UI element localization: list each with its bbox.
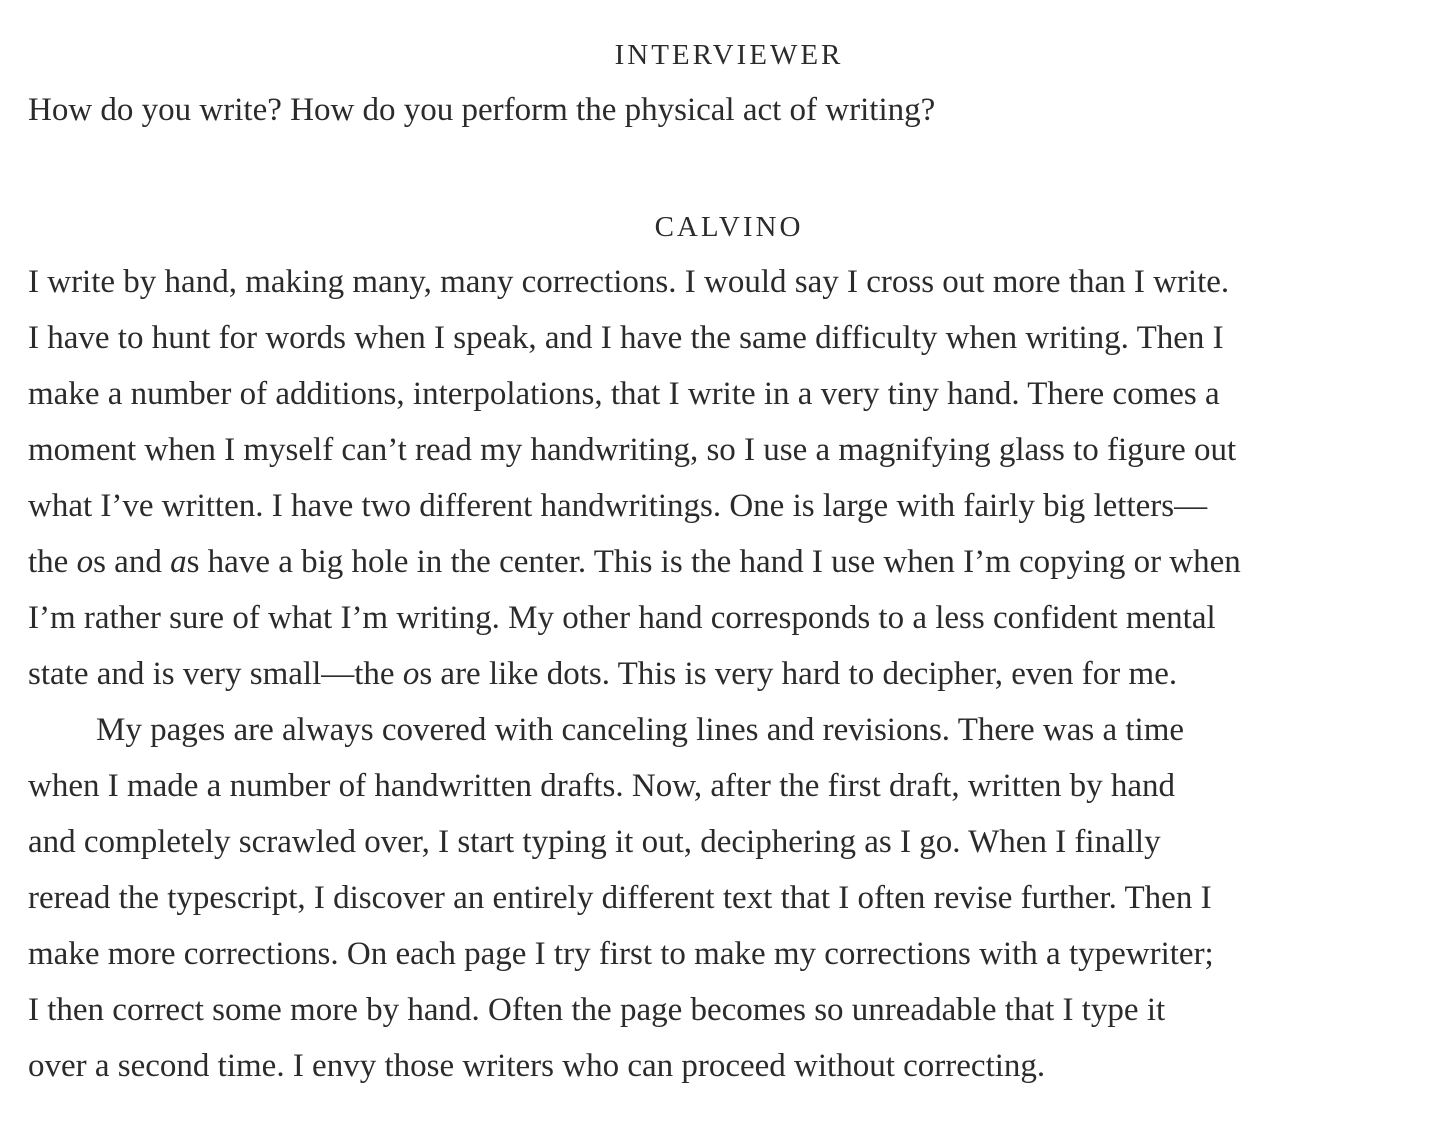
answer-line: and completely scrawled over, I start typing it out, deciphering as I go. When I finally — [28, 824, 1161, 860]
italic-letter-o: o — [402, 656, 420, 692]
answer-line: I’m rather sure of what I’m writing. My other hand corresponds to a less confident mental — [28, 600, 1216, 636]
answer-line: moment when I myself can’t read my handwriting, so I use a magnifying glass to figure out — [28, 432, 1237, 468]
italic-letter-o: o — [76, 544, 94, 580]
italic-letter-a: a — [170, 544, 187, 580]
answer-line — [28, 646, 1430, 702]
line-text: s have a big hole in the center. This is the hand I use when I’m copying or when — [186, 544, 1241, 580]
answer-line: I have to hunt for words when I speak, and I have the same difficulty when writing. Then I — [28, 320, 1224, 356]
answer-line: what I’ve written. I have two different handwritings. One is large with fairly big letters— — [28, 488, 1208, 524]
speaker-label-calvino: CALVINO — [654, 211, 804, 243]
line-text: the — [28, 544, 77, 580]
line-text: s and — [93, 544, 171, 580]
calvino-answer-paragraph-1 — [28, 254, 1430, 702]
answer-line: when I made a number of handwritten drafts. Now, after the first draft, written by hand — [28, 768, 1175, 804]
line-text: s are like dots. This is very hard to decipher, even for me. — [419, 656, 1178, 692]
answer-line: make more corrections. On each page I try first to make my corrections with a typewriter; — [28, 936, 1214, 972]
interview-page — [28, 28, 1430, 1094]
line-text: state and is very small—the — [28, 656, 403, 692]
interviewer-question: How do you write? How do you perform the physical act of writing? — [28, 92, 936, 128]
answer-line: reread the typescript, I discover an entirely different text that I often revise further. Then I — [28, 880, 1212, 916]
calvino-answer-paragraph-2 — [28, 702, 1430, 1094]
answer-line: over a second time. I envy those writers who can proceed without correcting. — [28, 1048, 1046, 1084]
answer-line: My pages are always covered with canceling lines and revisions. There was a time — [96, 712, 1185, 748]
answer-line: I write by hand, making many, many corrections. I would say I cross out more than I write. — [28, 264, 1230, 300]
answer-line: make a number of additions, interpolations, that I write in a very tiny hand. There comes a — [28, 376, 1220, 412]
answer-line — [28, 534, 1430, 590]
answer-line: I then correct some more by hand. Often the page becomes so unreadable that I type it — [28, 992, 1166, 1028]
speaker-label-interviewer: INTERVIEWER — [614, 39, 844, 71]
